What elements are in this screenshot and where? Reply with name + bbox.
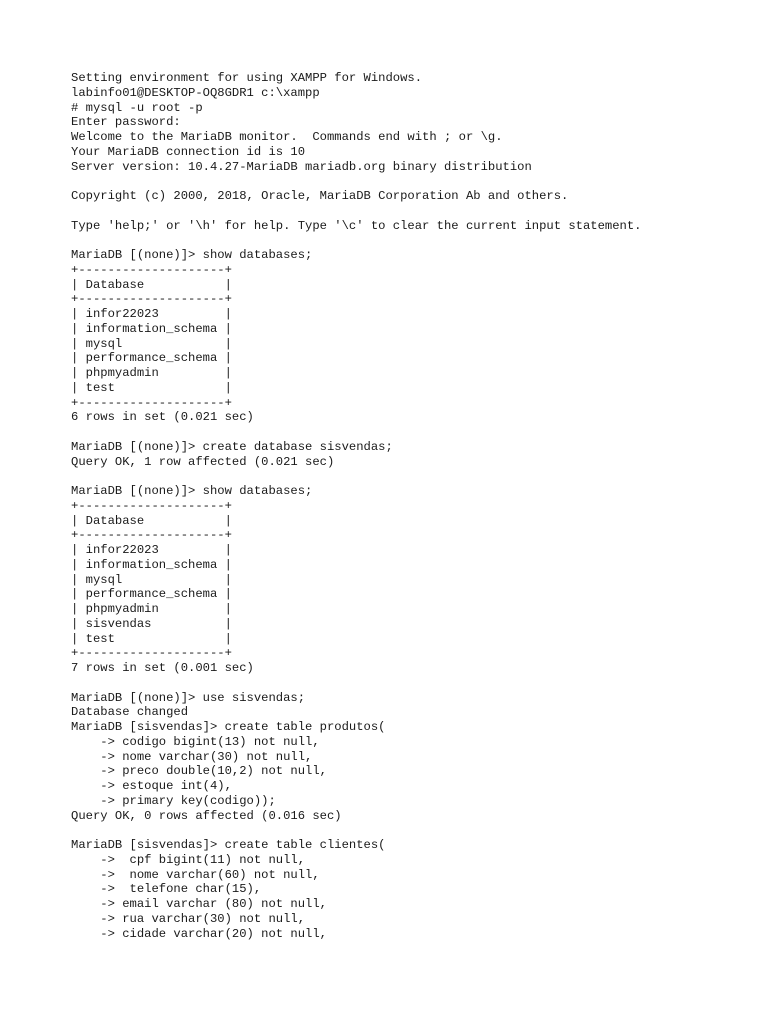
terminal-line: Server version: 10.4.27-MariaDB mariadb.org binary distribution xyxy=(71,159,532,174)
terminal-line xyxy=(71,469,761,484)
terminal-line: MariaDB [sisvendas]> create table clientes( xyxy=(71,838,386,852)
terminal-line: Database changed xyxy=(71,705,189,720)
terminal-line: | performance_schema | xyxy=(71,587,232,602)
terminal-line: MariaDB [sisvendas]> create table produtos( xyxy=(71,720,386,734)
terminal-line: Copyright (c) 2000, 2018, Oracle, MariaDB Corporation Ab and others. xyxy=(71,189,569,203)
terminal-line: Query OK, 1 row affected (0.021 sec) xyxy=(71,454,335,469)
terminal-line: +--------------------+ xyxy=(71,646,232,661)
terminal-line: -> nome varchar(60) not null, xyxy=(71,867,320,882)
terminal-line: Your MariaDB connection id is 10 xyxy=(71,144,306,159)
terminal-line: | mysql | xyxy=(71,572,232,587)
terminal-line: labinfo01@DESKTOP-OQ8GDR1 c:\xampp xyxy=(71,85,320,100)
terminal-line: MariaDB [(none)]> show databases; xyxy=(71,484,313,498)
terminal-line: | mysql | xyxy=(71,336,232,351)
terminal-line: | phpmyadmin | xyxy=(71,366,232,380)
terminal-line xyxy=(71,676,761,691)
terminal-line: Query OK, 0 rows affected (0.016 sec) xyxy=(71,808,342,823)
terminal-line: # mysql -u root -p xyxy=(71,100,203,115)
terminal-output xyxy=(71,71,761,941)
terminal-line: -> estoque int(4), xyxy=(71,779,232,793)
terminal-line: Enter password: xyxy=(71,115,181,130)
terminal-line: +--------------------+ xyxy=(71,498,232,513)
terminal-line: | Database | xyxy=(71,513,232,528)
terminal-line: | Database | xyxy=(71,277,232,292)
terminal-line: -> cpf bigint(11) not null, xyxy=(71,852,306,867)
terminal-line: -> preco double(10,2) not null, xyxy=(71,764,327,779)
terminal-line: | information_schema | xyxy=(71,557,232,572)
terminal-line: -> cidade varchar(20) not null, xyxy=(71,926,327,941)
terminal-line: | information_schema | xyxy=(71,321,232,336)
terminal-line xyxy=(71,204,761,219)
terminal-line: MariaDB [(none)]> use sisvendas; xyxy=(71,690,306,705)
terminal-line: 6 rows in set (0.021 sec) xyxy=(71,410,254,425)
terminal-line: MariaDB [(none)]> show databases; xyxy=(71,248,313,262)
terminal-line: | performance_schema | xyxy=(71,351,232,366)
terminal-line: -> email varchar (80) not null, xyxy=(71,897,327,911)
terminal-line: +--------------------+ xyxy=(71,528,232,543)
terminal-line: -> rua varchar(30) not null, xyxy=(71,911,306,926)
terminal-line: | sisvendas | xyxy=(71,616,232,631)
terminal-line xyxy=(71,233,761,248)
terminal-line: -> telefone char(15), xyxy=(71,882,262,897)
terminal-line xyxy=(71,425,761,440)
terminal-line: | test | xyxy=(71,631,232,646)
terminal-line: Setting environment for using XAMPP for Windows. xyxy=(71,71,423,85)
terminal-line: 7 rows in set (0.001 sec) xyxy=(71,661,254,675)
terminal-line: | phpmyadmin | xyxy=(71,602,232,616)
terminal-line: MariaDB [(none)]> create database sisvendas; xyxy=(71,439,393,454)
terminal-line xyxy=(71,174,761,189)
terminal-line xyxy=(71,823,761,838)
terminal-line: -> codigo bigint(13) not null, xyxy=(71,734,320,749)
terminal-line: Type 'help;' or '\h' for help. Type '\c' to clear the current input statement. xyxy=(71,218,642,233)
terminal-line: Welcome to the MariaDB monitor. Commands end with ; or \g. xyxy=(71,130,503,144)
terminal-line: +--------------------+ xyxy=(71,395,232,410)
terminal-line: -> primary key(codigo)); xyxy=(71,793,276,808)
terminal-line: | infor22023 | xyxy=(71,307,232,321)
terminal-line: -> nome varchar(30) not null, xyxy=(71,749,313,764)
terminal-line: | infor22023 | xyxy=(71,543,232,557)
terminal-line: +--------------------+ xyxy=(71,292,232,307)
terminal-line: | test | xyxy=(71,380,232,395)
terminal-line: +--------------------+ xyxy=(71,262,232,277)
